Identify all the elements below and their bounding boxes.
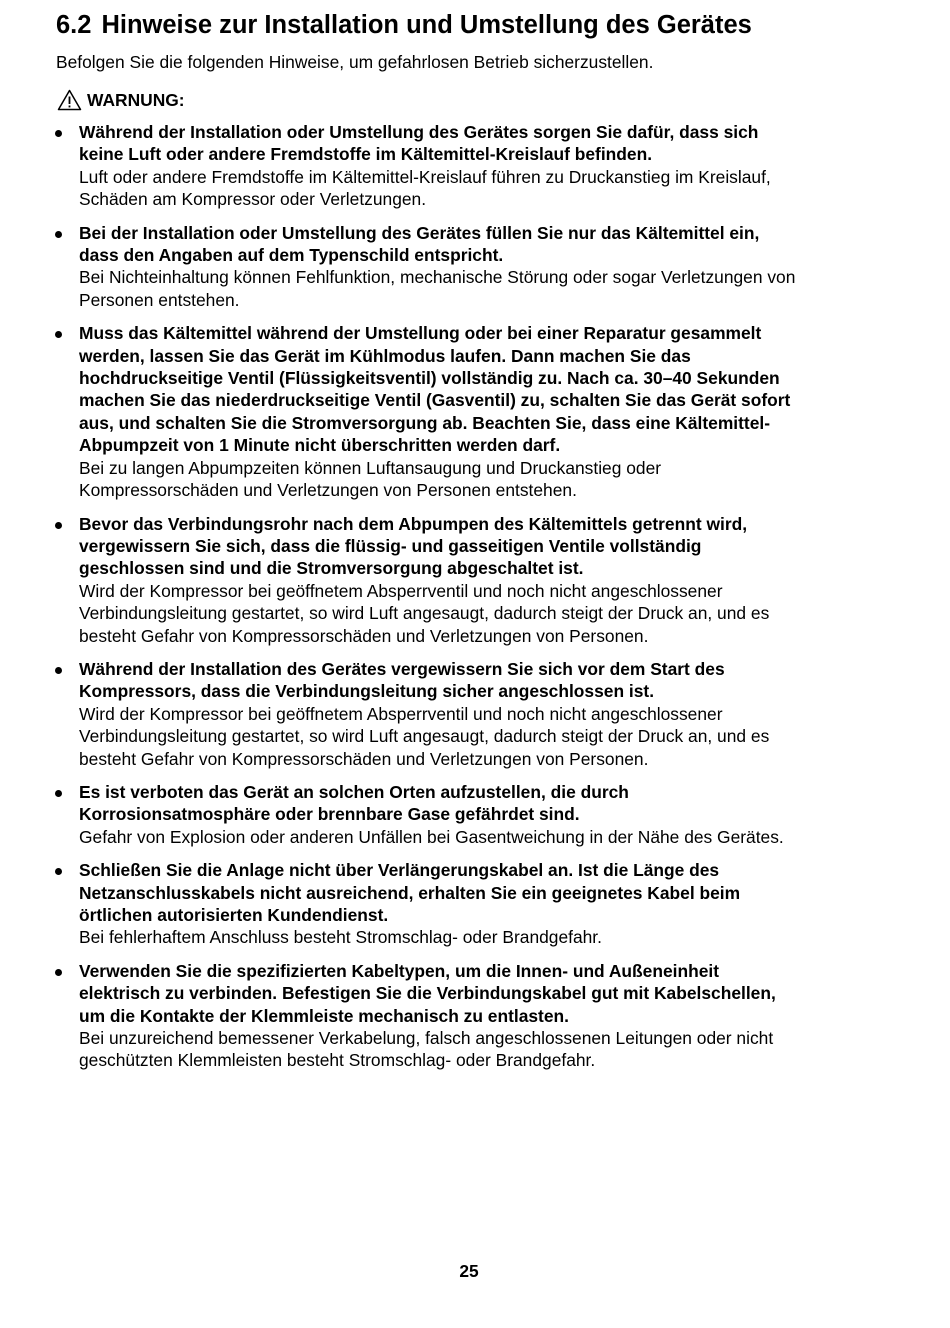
warning-item-explanation-line: Verbindungsleitung gestartet, so wird Luft angesaugt, dadurch steigt der Druck an, und es [79,603,770,624]
warning-triangle-icon [57,89,87,111]
warning-item-heading-line: Es ist verboten das Gerät an solchen Orten aufzustellen, die durch [79,781,629,802]
warning-item-heading-line: um die Kontakte der Klemmleiste mechanisch zu entlasten. [79,1005,569,1026]
warning-item-heading [79,859,890,926]
warning-item-explanation-line: besteht Gefahr von Kompressorschäden und Verletzungen von Personen. [79,625,649,646]
warning-item-heading-line: geschlossen sind und die Stromversorgung abgeschaltet ist. [79,558,584,579]
warning-item-heading-line: Korrosionsatmosphäre oder brennbare Gase gefährdet sind. [79,804,580,825]
warning-item-explanation-line: Gefahr von Explosion oder anderen Unfällen bei Gasentweichung in der Nähe des Gerätes. [79,826,784,847]
section-title: Hinweise zur Installation und Umstellung des Gerätes [101,11,752,39]
warning-item-heading-line: Netzanschlusskabels nicht ausreichend, erhalten Sie ein geeignetes Kabel beim [79,882,741,903]
warning-item-explanation-line: Bei zu langen Abpumpzeiten können Luftansaugung und Druckanstieg oder [79,457,662,478]
warning-item [0,121,950,211]
warning-item-explanation [79,166,890,211]
bullet-icon [55,667,62,674]
warning-item-heading-line: Schließen Sie die Anlage nicht über Verlängerungskabel an. Ist die Länge des [79,860,720,881]
warning-item [0,322,950,501]
section-intro: Befolgen Sie die folgenden Hinweise, um gefahrlosen Betrieb sicherzustellen. [56,52,654,72]
bullet-icon [55,331,62,338]
warning-item-explanation [79,826,890,848]
warning-item-heading-line: Bevor das Verbindungsrohr nach dem Abpumpen des Kältemittels getrennt wird, [79,513,748,534]
warning-item-heading-line: örtlichen autorisierten Kundendienst. [79,905,389,925]
warning-item-explanation [79,926,890,948]
warning-item-heading-line: hochdruckseitige Ventil (Flüssigkeitsventil) vollständig zu. Nach ca. 30–40 Sekunden [79,368,780,389]
warning-item-heading [79,322,890,456]
warning-item-explanation-line: Bei fehlerhaftem Anschluss besteht Stromschlag- oder Brandgefahr. [79,927,602,948]
warning-item-heading [79,960,890,1027]
warning-item-explanation-line: geschützten Klemmleisten besteht Stromschlag- oder Brandgefahr. [79,1050,596,1071]
bullet-icon [55,231,62,238]
warning-item-heading-line: dass den Angaben auf dem Typenschild entspricht. [79,245,504,266]
warning-item-explanation [79,703,890,770]
warning-item-heading-line: Kompressors, dass die Verbindungsleitung sicher angeschlossen ist. [79,681,655,702]
warning-item-heading-line: aus, und schalten Sie die Stromversorgung ab. Beachten Sie, dass eine Kältemittel- [79,412,770,433]
bullet-icon [55,130,62,137]
warning-item-heading [79,121,890,166]
warning-item-explanation-line: Wird der Kompressor bei geöffnetem Absperrventil und noch nicht angeschlossener [79,703,723,724]
warning-item-explanation-line: Wird der Kompressor bei geöffnetem Absperrventil und noch nicht angeschlossener [79,580,723,601]
warning-item-explanation [79,266,890,311]
warning-item-heading-line: elektrisch zu verbinden. Befestigen Sie die Verbindungskabel gut mit Kabelschellen, [79,983,776,1004]
warning-item-explanation-line: besteht Gefahr von Kompressorschäden und Verletzungen von Personen. [79,748,649,769]
warning-item-explanation [79,580,890,647]
warning-item [0,658,950,770]
warning-item [0,859,950,949]
warning-item-heading-line: Bei der Installation oder Umstellung des Gerätes füllen Sie nur das Kältemittel ein, [79,222,760,243]
warning-item-heading-line: keine Luft oder andere Fremdstoffe im Kältemittel-Kreislauf befinden. [79,144,653,165]
bullet-icon [55,868,62,875]
warning-item-heading-line: machen Sie das niederdruckseitige Ventil (Gasventil) zu, schalten Sie das Gerät sofort [79,390,791,411]
warning-item [0,222,950,312]
warning-item-heading [79,781,890,826]
section-heading [56,9,752,41]
warning-item-heading-line: Verwenden Sie die spezifizierten Kabeltypen, um die Innen- und Außeneinheit [79,960,720,981]
bullet-icon [55,969,62,976]
bullet-icon [55,790,62,797]
warning-text: WARNUNG: [87,89,185,110]
warning-item-heading [79,222,890,267]
page-number: 25 [459,1261,479,1281]
warning-item-explanation-line: Bei Nichteinhaltung können Fehlfunktion, mechanische Störung oder sogar Verletzungen von [79,267,796,288]
warning-item-explanation [79,457,890,502]
warning-item [0,960,950,1072]
bullet-icon [55,522,62,529]
warning-item-heading-line: Abpumpzeit von 1 Minute nicht überschritten werden darf. [79,435,561,456]
warning-item-explanation-line: Bei unzureichend bemessener Verkabelung, falsch angeschlossenen Leitungen oder nicht [79,1028,774,1049]
warning-item [0,513,950,647]
warning-item-explanation-line: Verbindungsleitung gestartet, so wird Luft angesaugt, dadurch steigt der Druck an, und es [79,726,770,747]
warning-item-heading-line: vergewissern Sie sich, dass die flüssig- und gasseitigen Ventile vollständig [79,535,702,556]
warning-item-heading-line: Während der Installation des Gerätes vergewissern Sie sich vor dem Start des [79,658,725,679]
warning-item-explanation-line: Luft oder andere Fremdstoffe im Kältemittel-Kreislauf führen zu Druckanstieg im Kreislauf, [79,166,771,187]
warning-label [57,88,185,112]
warning-list [0,121,950,1083]
warning-item-heading-line: Während der Installation oder Umstellung des Gerätes sorgen Sie dafür, dass sich [79,122,759,142]
warning-item [0,781,950,848]
warning-item-explanation-line: Schäden am Kompressor oder Verletzungen. [79,189,427,210]
warning-item-explanation-line: Kompressorschäden und Verletzungen von Personen entstehen. [79,480,577,501]
warning-item-heading [79,513,890,580]
warning-item-heading [79,658,890,703]
section-number: 6.2 [56,11,92,39]
warning-item-heading-line: werden, lassen Sie das Gerät im Kühlmodus laufen. Dann machen Sie das [79,345,691,366]
warning-item-explanation-line: Personen entstehen. [79,289,240,310]
warning-item-heading-line: Muss das Kältemittel während der Umstellung oder bei einer Reparatur gesammelt [79,323,762,344]
warning-item-explanation [79,1027,890,1072]
